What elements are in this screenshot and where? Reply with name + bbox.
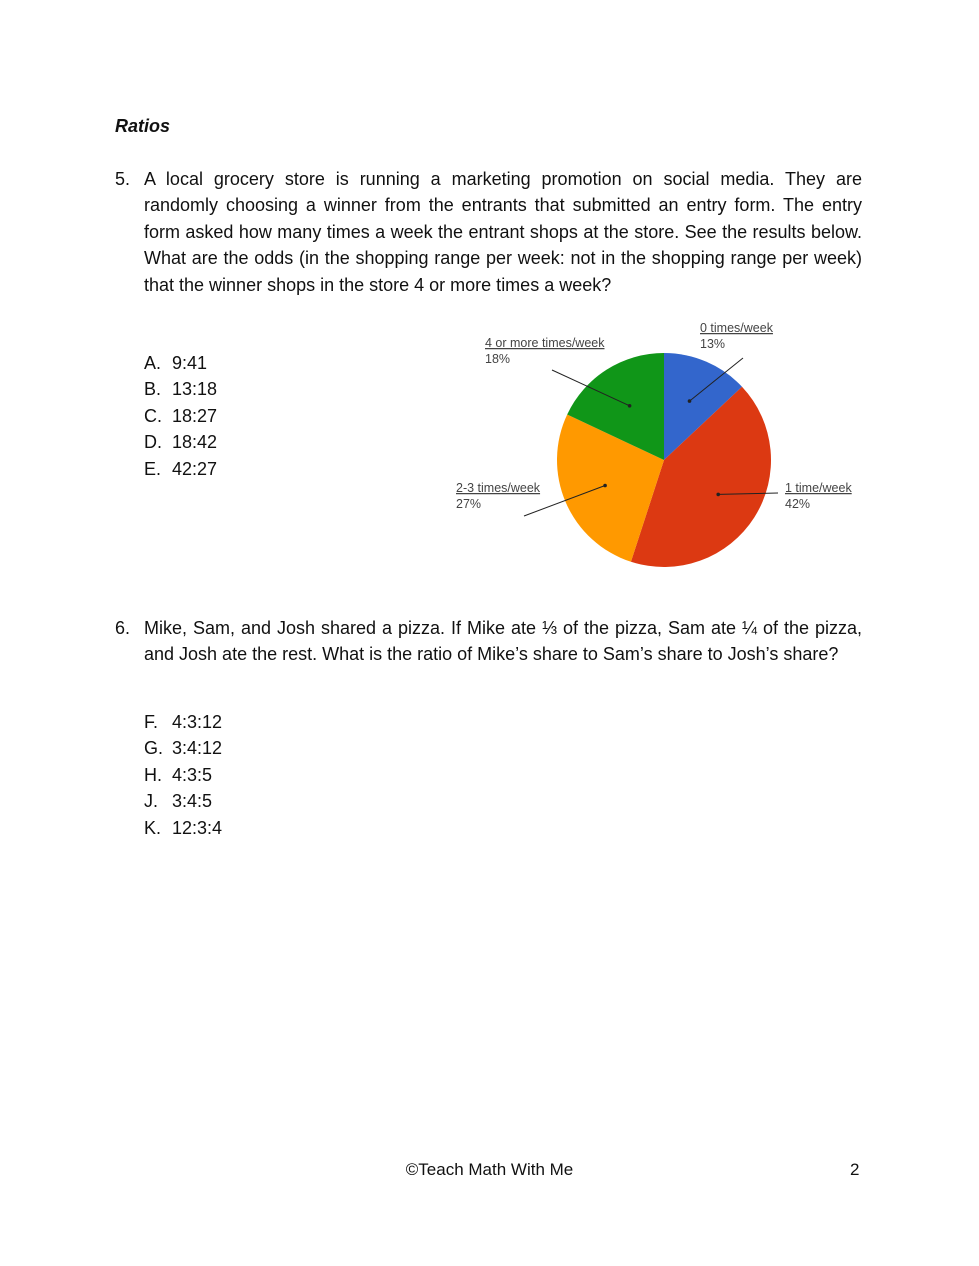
pie-slices	[557, 353, 771, 567]
page-number: 2	[850, 1160, 860, 1179]
leader-arrowhead	[628, 404, 632, 408]
slice-label: 1 time/week	[785, 481, 852, 495]
answer-choice[interactable]	[144, 788, 222, 814]
choice-text: 18:27	[172, 405, 218, 426]
pie-label-1	[785, 481, 852, 511]
answer-choice[interactable]	[144, 815, 222, 841]
slice-value: 42%	[785, 497, 811, 511]
section-title: Ratios	[115, 116, 171, 136]
choice-letter: F.	[144, 712, 159, 732]
slice-label: 0 times/week	[700, 321, 773, 335]
choice-text: 4:3:12	[172, 712, 223, 732]
leader-arrowhead	[688, 399, 692, 403]
choice-letter: H.	[144, 764, 162, 785]
pie-chart	[440, 316, 870, 576]
choice-letter: E.	[144, 458, 162, 479]
answer-choice[interactable]	[144, 762, 222, 788]
question-number: 5.	[115, 169, 131, 189]
choice-text: 42:27	[172, 458, 218, 479]
choice-letter: D.	[144, 432, 162, 453]
leader-arrowhead	[716, 493, 720, 497]
question-6	[115, 615, 862, 668]
choice-letter: K.	[144, 817, 162, 838]
question-text: Mike, Sam, and Josh shared a pizza. If Mike ate ⅓ of the pizza, Sam ate ¼ of the pizza, and Josh ate the rest. What is the ratio of Mike’s share to Sam’s share to Josh’s share?	[144, 618, 862, 665]
choice-letter: C.	[144, 405, 162, 426]
question-number: 6.	[115, 618, 131, 638]
answer-choice[interactable]	[144, 456, 217, 482]
pie-label-3	[485, 336, 605, 366]
pie-label-0	[700, 321, 774, 351]
leader-arrowhead	[603, 484, 607, 488]
choice-text: 18:42	[172, 432, 218, 453]
choice-letter: J.	[144, 791, 159, 812]
slice-value: 18%	[485, 352, 511, 366]
answer-choice[interactable]	[144, 709, 222, 735]
slice-value: 13%	[700, 337, 726, 351]
choice-letter: G.	[144, 738, 164, 759]
slice-label: 2-3 times/week	[456, 481, 541, 495]
choice-text: 13:18	[172, 379, 218, 400]
pie-label-2	[456, 481, 541, 511]
answer-choice[interactable]	[144, 376, 217, 402]
answer-choice[interactable]	[144, 350, 217, 376]
choice-text: 12:3:4	[172, 817, 223, 838]
choice-letter: B.	[144, 379, 162, 400]
slice-value: 27%	[456, 497, 482, 511]
choice-text: 3:4:12	[172, 738, 223, 759]
slice-label: 4 or more times/week	[485, 336, 605, 350]
answer-choices-q5	[144, 350, 217, 482]
answer-choices-q6	[144, 709, 222, 841]
footer-copyright: ©Teach Math With Me	[405, 1160, 574, 1179]
choice-letter: A.	[144, 353, 162, 373]
question-5	[115, 166, 862, 298]
answer-choice[interactable]	[144, 403, 217, 429]
answer-choice[interactable]	[144, 429, 217, 455]
choice-text: 4:3:5	[172, 764, 213, 785]
choice-text: 3:4:5	[172, 791, 213, 812]
question-text: A local grocery store is running a marketing promotion on social media. They are randomly choosing a winner from the entrants that submitted an entry form. The entry form asked how many times a week the entrant shops at the store. See the results below. What are the odds (in the shopping range per week: not in the shopping range per week) that the winner shops in the store 4 or more times a week?	[144, 169, 862, 295]
choice-text: 9:41	[172, 353, 208, 373]
answer-choice[interactable]	[144, 735, 222, 761]
